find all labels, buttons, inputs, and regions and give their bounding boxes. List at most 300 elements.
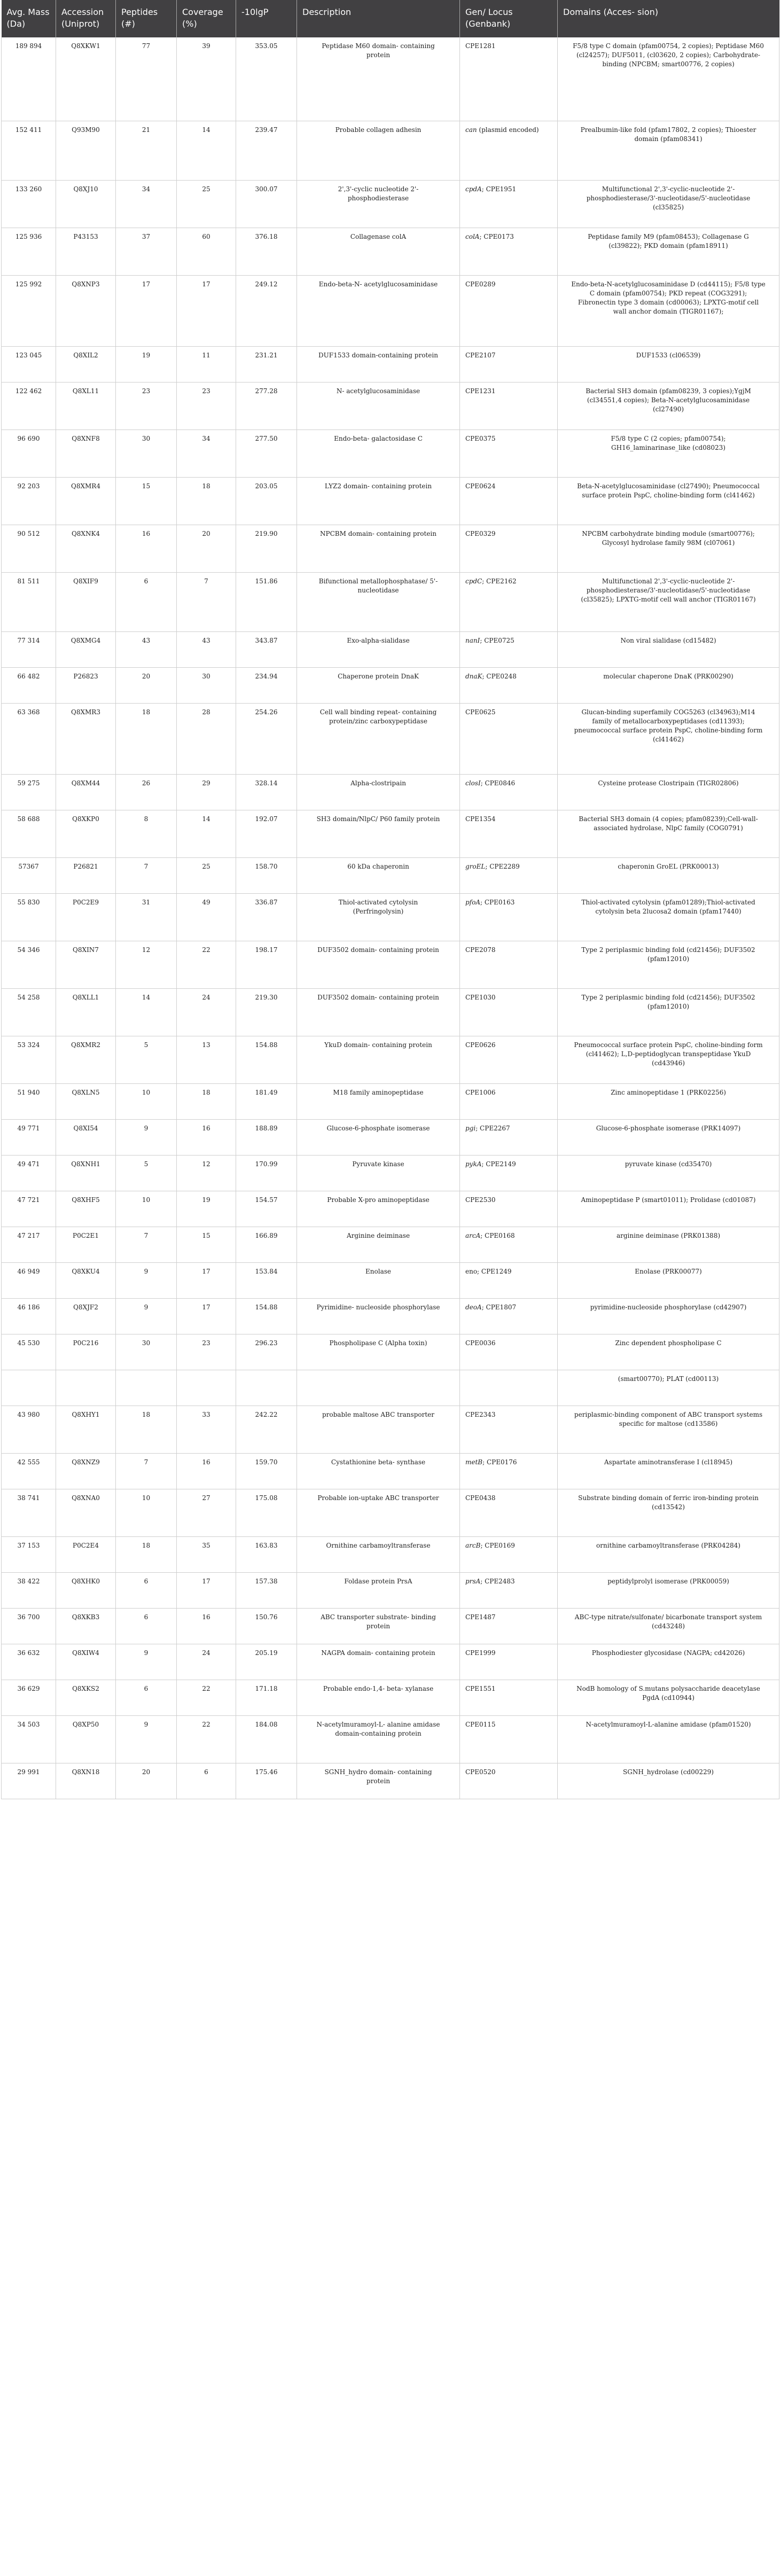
cell-gene xyxy=(460,37,558,121)
table-row xyxy=(2,703,779,774)
cell-gene xyxy=(460,1119,558,1155)
cell-accession: Q8XNZ9 xyxy=(56,1453,116,1489)
cell-accession: Q93M90 xyxy=(56,121,116,180)
table-row xyxy=(2,275,779,346)
locus-tag: ; CPE2289 xyxy=(485,862,520,870)
cell-accession: Q8XLL1 xyxy=(56,988,116,1036)
cell-mass: 38 422 xyxy=(2,1572,56,1608)
cell-mass: 43 980 xyxy=(2,1406,56,1453)
cell-accession: Q8XKS2 xyxy=(56,1680,116,1715)
cell-accession: Q8XJF2 xyxy=(56,1298,116,1334)
cell-mass: 54 346 xyxy=(2,941,56,988)
table-row xyxy=(2,1334,779,1370)
cell-accession: Q8XN18 xyxy=(56,1763,116,1799)
cell-mass: 63 368 xyxy=(2,703,56,774)
cell-mass: 46 949 xyxy=(2,1262,56,1298)
header-domains: Domains (Acces- sion) xyxy=(558,0,779,37)
cell-gene xyxy=(460,382,558,430)
cell-coverage: 60 xyxy=(177,228,236,275)
table-row xyxy=(2,1608,779,1644)
locus-tag: ; CPE0169 xyxy=(480,1541,515,1549)
cell-description: N-acetylmuramoyl-L- alanine amidase domain-containing protein xyxy=(297,1715,460,1763)
cell-score: 175.08 xyxy=(236,1489,297,1536)
gene-symbol: colA xyxy=(465,232,480,240)
cell-mass: 133 260 xyxy=(2,180,56,228)
cell-domains: ornithine carbamoyltransferase (PRK04284) xyxy=(558,1536,779,1572)
cell-accession: Q8XLN5 xyxy=(56,1083,116,1119)
cell-score: 192.07 xyxy=(236,810,297,857)
cell-description: Chaperone protein DnaK xyxy=(297,667,460,703)
locus-tag: CPE1999 xyxy=(465,1649,496,1657)
cell-accession xyxy=(56,1370,116,1406)
table-row xyxy=(2,228,779,275)
cell-accession: Q8XMR4 xyxy=(56,477,116,525)
cell-score: 234.94 xyxy=(236,667,297,703)
cell-mass xyxy=(2,1370,56,1406)
locus-tag: ; CPE2267 xyxy=(475,1124,510,1132)
cell-description: Foldase protein PrsA xyxy=(297,1572,460,1608)
cell-accession: P0C2E9 xyxy=(56,893,116,941)
cell-peptides: 19 xyxy=(116,346,177,382)
table-row xyxy=(2,1489,779,1536)
cell-score: 376.18 xyxy=(236,228,297,275)
cell-coverage: 27 xyxy=(177,1489,236,1536)
table-row xyxy=(2,1572,779,1608)
cell-peptides: 26 xyxy=(116,774,177,810)
cell-domains: Aspartate aminotransferase I (cl18945) xyxy=(558,1453,779,1489)
cell-accession: Q8XMR3 xyxy=(56,703,116,774)
cell-accession: Q8XIF9 xyxy=(56,572,116,631)
cell-coverage: 16 xyxy=(177,1119,236,1155)
gene-symbol: prsA xyxy=(465,1577,481,1585)
cell-mass: 123 045 xyxy=(2,346,56,382)
cell-mass: 49 771 xyxy=(2,1119,56,1155)
cell-description: Collagenase colA xyxy=(297,228,460,275)
locus-tag: CPE2530 xyxy=(465,1196,496,1204)
cell-accession: Q8XM44 xyxy=(56,774,116,810)
cell-gene xyxy=(460,228,558,275)
cell-description: DUF3502 domain- containing protein xyxy=(297,941,460,988)
locus-tag: CPE1354 xyxy=(465,815,496,823)
locus-tag: CPE0438 xyxy=(465,1494,496,1502)
gene-symbol: groEL xyxy=(465,862,486,870)
cell-score: 343.87 xyxy=(236,631,297,667)
locus-tag: CPE1030 xyxy=(465,993,496,1001)
cell-score: 153.84 xyxy=(236,1262,297,1298)
cell-mass: 125 936 xyxy=(2,228,56,275)
header-accession: Accession (Uniprot) xyxy=(56,0,116,37)
cell-accession: Q8XP50 xyxy=(56,1715,116,1763)
cell-mass: 55 830 xyxy=(2,893,56,941)
locus-tag: CPE1281 xyxy=(465,42,496,50)
table-row xyxy=(2,810,779,857)
cell-coverage: 18 xyxy=(177,477,236,525)
cell-peptides: 5 xyxy=(116,1155,177,1191)
cell-accession: Q8XKP0 xyxy=(56,810,116,857)
cell-coverage: 25 xyxy=(177,180,236,228)
cell-score: 181.49 xyxy=(236,1083,297,1119)
cell-accession: P43153 xyxy=(56,228,116,275)
cell-mass: 54 258 xyxy=(2,988,56,1036)
header-gene: Gen/ Locus (Genbank) xyxy=(460,0,558,37)
cell-domains: DUF1533 (cl06539) xyxy=(558,346,779,382)
cell-peptides: 7 xyxy=(116,857,177,893)
cell-description: Probable endo-1,4- beta- xylanase xyxy=(297,1680,460,1715)
cell-domains: SGNH_hydrolase (cd00229) xyxy=(558,1763,779,1799)
locus-tag: ; CPE1807 xyxy=(481,1303,517,1311)
cell-gene xyxy=(460,774,558,810)
locus-tag: ; CPE0725 xyxy=(480,636,514,644)
cell-peptides: 31 xyxy=(116,893,177,941)
cell-mass: 189 894 xyxy=(2,37,56,121)
cell-peptides: 7 xyxy=(116,1227,177,1262)
cell-mass: 77 314 xyxy=(2,631,56,667)
cell-score: 249.12 xyxy=(236,275,297,346)
cell-description: Pyrimidine- nucleoside phosphorylase xyxy=(297,1298,460,1334)
cell-description xyxy=(297,1370,460,1406)
table-row xyxy=(2,525,779,572)
header-peptides: Peptides (#) xyxy=(116,0,177,37)
table-row xyxy=(2,774,779,810)
cell-score: 170.99 xyxy=(236,1155,297,1191)
table-row xyxy=(2,1083,779,1119)
cell-peptides: 10 xyxy=(116,1083,177,1119)
cell-coverage: 24 xyxy=(177,988,236,1036)
table-row xyxy=(2,572,779,631)
cell-mass: 90 512 xyxy=(2,525,56,572)
cell-peptides: 9 xyxy=(116,1644,177,1680)
locus-tag: CPE0375 xyxy=(465,434,496,442)
cell-description: YkuD domain- containing protein xyxy=(297,1036,460,1083)
cell-gene xyxy=(460,988,558,1036)
table-row xyxy=(2,1155,779,1191)
locus-tag: CPE0329 xyxy=(465,529,496,537)
cell-description: Enolase xyxy=(297,1262,460,1298)
cell-domains: Cysteine protease Clostripain (TIGR02806) xyxy=(558,774,779,810)
cell-accession: Q8XNH1 xyxy=(56,1155,116,1191)
cell-mass: 66 482 xyxy=(2,667,56,703)
cell-score: 242.22 xyxy=(236,1406,297,1453)
cell-coverage: 24 xyxy=(177,1644,236,1680)
cell-coverage: 7 xyxy=(177,572,236,631)
table-row xyxy=(2,1370,779,1406)
cell-description: DUF3502 domain- containing protein xyxy=(297,988,460,1036)
cell-gene xyxy=(460,1644,558,1680)
locus-tag: CPE0036 xyxy=(465,1339,496,1347)
cell-coverage: 29 xyxy=(177,774,236,810)
cell-gene xyxy=(460,1536,558,1572)
cell-score: 328.14 xyxy=(236,774,297,810)
cell-peptides: 30 xyxy=(116,430,177,477)
cell-mass: 57367 xyxy=(2,857,56,893)
cell-gene xyxy=(460,477,558,525)
cell-peptides: 20 xyxy=(116,667,177,703)
cell-peptides: 7 xyxy=(116,1453,177,1489)
cell-gene xyxy=(460,893,558,941)
cell-coverage: 39 xyxy=(177,37,236,121)
cell-coverage: 12 xyxy=(177,1155,236,1191)
cell-peptides: 18 xyxy=(116,1536,177,1572)
cell-coverage: 33 xyxy=(177,1406,236,1453)
gene-symbol: pgi xyxy=(465,1124,476,1132)
cell-score: 205.19 xyxy=(236,1644,297,1680)
cell-score: 150.76 xyxy=(236,1608,297,1644)
cell-accession: P26823 xyxy=(56,667,116,703)
gene-symbol: can xyxy=(465,126,477,134)
locus-tag: ; CPE0173 xyxy=(479,232,514,240)
cell-peptides: 18 xyxy=(116,1406,177,1453)
locus-tag: CPE0625 xyxy=(465,708,496,716)
cell-gene xyxy=(460,1680,558,1715)
cell-accession: Q8XMR2 xyxy=(56,1036,116,1083)
cell-description: NAGPA domain- containing protein xyxy=(297,1644,460,1680)
cell-score xyxy=(236,1370,297,1406)
locus-tag: CPE1006 xyxy=(465,1088,496,1096)
cell-accession: Q8XHF5 xyxy=(56,1191,116,1227)
cell-peptides: 6 xyxy=(116,572,177,631)
cell-mass: 47 217 xyxy=(2,1227,56,1262)
cell-coverage: 49 xyxy=(177,893,236,941)
gene-symbol: arcB xyxy=(465,1541,481,1549)
locus-tag: (plasmid encoded) xyxy=(477,126,539,134)
cell-domains: Multifunctional 2',3'-cyclic-nucleotide 2'-phosphodiesterase/3'-nucleotidase/5'-nucleotidase (cl35825) xyxy=(558,180,779,228)
cell-score: 188.89 xyxy=(236,1119,297,1155)
cell-description: M18 family aminopeptidase xyxy=(297,1083,460,1119)
cell-gene xyxy=(460,525,558,572)
cell-score: 231.21 xyxy=(236,346,297,382)
table-row xyxy=(2,1119,779,1155)
gene-symbol: arcA xyxy=(465,1231,481,1239)
cell-mass: 49 471 xyxy=(2,1155,56,1191)
cell-peptides: 17 xyxy=(116,275,177,346)
cell-gene xyxy=(460,1036,558,1083)
cell-domains: molecular chaperone DnaK (PRK00290) xyxy=(558,667,779,703)
cell-gene xyxy=(460,1763,558,1799)
cell-domains: pyrimidine-nucleoside phosphorylase (cd42907) xyxy=(558,1298,779,1334)
locus-tag: ; CPE0176 xyxy=(482,1458,517,1466)
cell-accession: Q8XHK0 xyxy=(56,1572,116,1608)
cell-domains: Substrate binding domain of ferric iron-binding protein (cd13542) xyxy=(558,1489,779,1536)
cell-accession: Q8XJ10 xyxy=(56,180,116,228)
cell-gene xyxy=(460,1083,558,1119)
table-row xyxy=(2,121,779,180)
cell-gene xyxy=(460,703,558,774)
locus-tag: CPE0626 xyxy=(465,1041,496,1049)
cell-description: Peptidase M60 domain- containing protein xyxy=(297,37,460,121)
cell-gene xyxy=(460,941,558,988)
cell-description: probable maltose ABC transporter xyxy=(297,1406,460,1453)
cell-peptides: 18 xyxy=(116,703,177,774)
cell-coverage: 22 xyxy=(177,941,236,988)
cell-accession: Q8XKB3 xyxy=(56,1608,116,1644)
cell-score: 154.88 xyxy=(236,1036,297,1083)
cell-coverage: 15 xyxy=(177,1227,236,1262)
table-row xyxy=(2,430,779,477)
locus-tag: CPE1231 xyxy=(465,387,496,395)
cell-gene xyxy=(460,1334,558,1370)
cell-gene xyxy=(460,572,558,631)
cell-mass: 42 555 xyxy=(2,1453,56,1489)
locus-tag: ; CPE0846 xyxy=(480,779,516,787)
cell-peptides: 43 xyxy=(116,631,177,667)
cell-score: 296.23 xyxy=(236,1334,297,1370)
table-row xyxy=(2,382,779,430)
cell-peptides: 77 xyxy=(116,37,177,121)
cell-mass: 152 411 xyxy=(2,121,56,180)
cell-coverage: 16 xyxy=(177,1453,236,1489)
cell-coverage xyxy=(177,1370,236,1406)
cell-gene xyxy=(460,1715,558,1763)
cell-mass: 45 530 xyxy=(2,1334,56,1370)
cell-description: 2',3'-cyclic nucleotide 2'- phosphodiesterase xyxy=(297,180,460,228)
cell-gene xyxy=(460,180,558,228)
cell-domains: Bacterial SH3 domain (4 copies; pfam08239);Cell-wall-associated hydrolase, NlpC family (COG0791) xyxy=(558,810,779,857)
cell-domains: Endo-beta-N-acetylglucosaminidase D (cd44115); F5/8 type C domain (pfam00754); PKD repeat (COG3291); Fibronectin type 3 domain (cd00063); LPXTG-motif cell wall anchor domain (TIGR01167); xyxy=(558,275,779,346)
cell-peptides: 37 xyxy=(116,228,177,275)
cell-description: LYZ2 domain- containing protein xyxy=(297,477,460,525)
cell-domains: Zinc aminopeptidase 1 (PRK02256) xyxy=(558,1083,779,1119)
cell-gene xyxy=(460,346,558,382)
table-row xyxy=(2,1036,779,1083)
cell-mass: 36 629 xyxy=(2,1680,56,1715)
cell-score: 277.28 xyxy=(236,382,297,430)
locus-tag: CPE2107 xyxy=(465,351,496,359)
cell-peptides: 10 xyxy=(116,1191,177,1227)
table-header xyxy=(2,0,779,37)
gene-symbol: pykA xyxy=(465,1160,482,1168)
cell-description: Thiol-activated cytolysin (Perfringolysin) xyxy=(297,893,460,941)
cell-coverage: 16 xyxy=(177,1608,236,1644)
cell-description: Bifunctional metallophosphatase/ 5'- nucleotidase xyxy=(297,572,460,631)
locus-tag: CPE0289 xyxy=(465,280,496,288)
header-score: -10lgP xyxy=(236,0,297,37)
cell-accession: Q8XNK4 xyxy=(56,525,116,572)
cell-gene xyxy=(460,1191,558,1227)
cell-peptides xyxy=(116,1370,177,1406)
cell-description: Probable X-pro aminopeptidase xyxy=(297,1191,460,1227)
locus-tag: CPE0624 xyxy=(465,482,496,490)
cell-mass: 53 324 xyxy=(2,1036,56,1083)
table-row xyxy=(2,631,779,667)
cell-coverage: 18 xyxy=(177,1083,236,1119)
cell-accession: Q8XMG4 xyxy=(56,631,116,667)
cell-gene xyxy=(460,430,558,477)
cell-description: 60 kDa chaperonin xyxy=(297,857,460,893)
table-row xyxy=(2,1453,779,1489)
cell-domains: Type 2 periplasmic binding fold (cd21456); DUF3502 (pfam12010) xyxy=(558,941,779,988)
cell-coverage: 23 xyxy=(177,382,236,430)
table-row xyxy=(2,1644,779,1680)
cell-description: Glucose-6-phosphate isomerase xyxy=(297,1119,460,1155)
proteins-table xyxy=(1,0,779,1799)
cell-score: 171.18 xyxy=(236,1680,297,1715)
cell-peptides: 16 xyxy=(116,525,177,572)
cell-peptides: 14 xyxy=(116,988,177,1036)
cell-domains: Aminopeptidase P (smart01011); Prolidase (cd01087) xyxy=(558,1191,779,1227)
cell-gene xyxy=(460,121,558,180)
cell-coverage: 25 xyxy=(177,857,236,893)
cell-score: 157.38 xyxy=(236,1572,297,1608)
cell-description: Alpha-clostripain xyxy=(297,774,460,810)
cell-accession: Q8XL11 xyxy=(56,382,116,430)
cell-score: 198.17 xyxy=(236,941,297,988)
cell-description: Probable collagen adhesin xyxy=(297,121,460,180)
cell-score: 336.87 xyxy=(236,893,297,941)
cell-mass: 125 992 xyxy=(2,275,56,346)
locus-tag: eno; CPE1249 xyxy=(465,1267,512,1275)
cell-score: 154.88 xyxy=(236,1298,297,1334)
locus-tag: ; CPE0163 xyxy=(480,898,515,906)
cell-accession: Q8XI54 xyxy=(56,1119,116,1155)
cell-mass: 59 275 xyxy=(2,774,56,810)
cell-mass: 122 462 xyxy=(2,382,56,430)
cell-score: 158.70 xyxy=(236,857,297,893)
cell-coverage: 17 xyxy=(177,1298,236,1334)
cell-description: N- acetylglucosaminidase xyxy=(297,382,460,430)
cell-mass: 36 632 xyxy=(2,1644,56,1680)
cell-mass: 34 503 xyxy=(2,1715,56,1763)
cell-coverage: 34 xyxy=(177,430,236,477)
table-row xyxy=(2,1298,779,1334)
cell-mass: 38 741 xyxy=(2,1489,56,1536)
cell-mass: 51 940 xyxy=(2,1083,56,1119)
cell-domains: chaperonin GroEL (PRK00013) xyxy=(558,857,779,893)
cell-domains: (smart00770); PLAT (cd00113) xyxy=(558,1370,779,1406)
locus-tag: CPE1551 xyxy=(465,1684,496,1692)
cell-gene xyxy=(460,1370,558,1406)
cell-domains: F5/8 type C domain (pfam00754, 2 copies); Peptidase M60 (cl24257); DUF5011, (cl03620, 2 copies); Carbohydrate-binding (NPCBM; smart00776, 2 copies) xyxy=(558,37,779,121)
cell-description: SGNH_hydro domain- containing protein xyxy=(297,1763,460,1799)
table-row xyxy=(2,988,779,1036)
table-row xyxy=(2,180,779,228)
locus-tag: CPE0520 xyxy=(465,1768,496,1776)
cell-accession: Q8XKW1 xyxy=(56,37,116,121)
cell-score: 159.70 xyxy=(236,1453,297,1489)
table-row xyxy=(2,1262,779,1298)
locus-tag: ; CPE2483 xyxy=(480,1577,515,1585)
header-row xyxy=(2,0,779,37)
cell-coverage: 6 xyxy=(177,1763,236,1799)
cell-domains: periplasmic-binding component of ABC transport systems specific for maltose (cd13586) xyxy=(558,1406,779,1453)
table-row xyxy=(2,37,779,121)
table-row xyxy=(2,1763,779,1799)
cell-domains: pyruvate kinase (cd35470) xyxy=(558,1155,779,1191)
cell-domains: Type 2 periplasmic binding fold (cd21456); DUF3502 (pfam12010) xyxy=(558,988,779,1036)
cell-gene xyxy=(460,1227,558,1262)
cell-coverage: 22 xyxy=(177,1715,236,1763)
cell-accession: Q8XHY1 xyxy=(56,1406,116,1453)
cell-peptides: 5 xyxy=(116,1036,177,1083)
cell-description: DUF1533 domain-containing protein xyxy=(297,346,460,382)
cell-gene xyxy=(460,1298,558,1334)
cell-score: 219.30 xyxy=(236,988,297,1036)
cell-accession: P0C2E1 xyxy=(56,1227,116,1262)
cell-gene xyxy=(460,667,558,703)
locus-tag: ; CPE2149 xyxy=(481,1160,516,1168)
table-row xyxy=(2,667,779,703)
cell-accession: Q8XNA0 xyxy=(56,1489,116,1536)
cell-peptides: 6 xyxy=(116,1608,177,1644)
cell-domains: Prealbumin-like fold (pfam17802, 2 copies); Thioester domain (pfam08341) xyxy=(558,121,779,180)
table-row xyxy=(2,1406,779,1453)
cell-description: Endo-beta- galactosidase C xyxy=(297,430,460,477)
table-row xyxy=(2,941,779,988)
cell-peptides: 8 xyxy=(116,810,177,857)
cell-accession: P0C216 xyxy=(56,1334,116,1370)
cell-domains: Enolase (PRK00077) xyxy=(558,1262,779,1298)
cell-domains: Beta-N-acetylglucosaminidase (cl27490); Pneumococcal surface protein PspC, choline-binding form (cl41462) xyxy=(558,477,779,525)
cell-accession: P26821 xyxy=(56,857,116,893)
